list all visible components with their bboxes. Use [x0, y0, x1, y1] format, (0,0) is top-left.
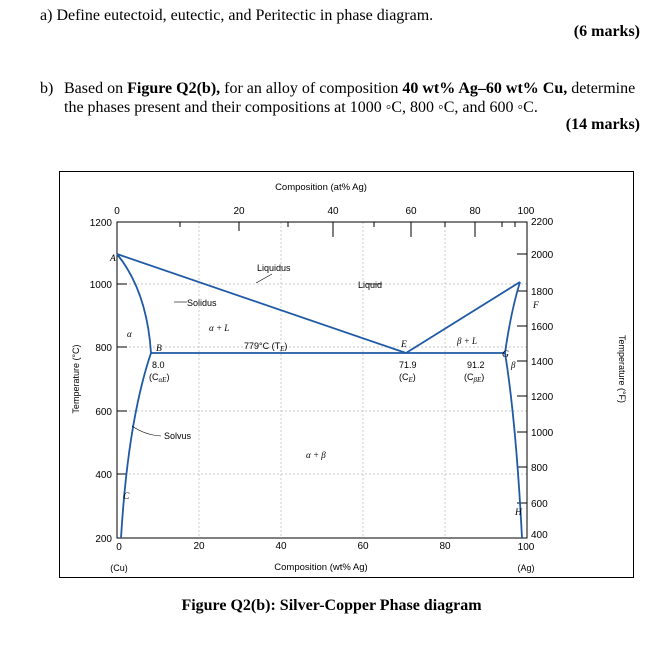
- b-value: 8.0: [152, 360, 165, 370]
- bottom-tick-20: 20: [193, 541, 205, 552]
- right-tick-1200: 1200: [531, 392, 554, 403]
- left-tick-1200: 1200: [89, 218, 112, 229]
- figure-border: [60, 172, 634, 578]
- label-ag: (Ag): [517, 563, 535, 573]
- right-axis-title: Temperature (°F): [617, 334, 627, 404]
- b-comp-close: ): [166, 372, 170, 382]
- bottom-tick-40: 40: [275, 541, 287, 552]
- question-b-text-post: determine: [567, 80, 636, 97]
- solidus-label: Solidus: [187, 298, 217, 308]
- point-g: G: [502, 350, 509, 360]
- left-tick-600: 600: [95, 407, 112, 418]
- question-b-text-mid: for an alloy of composition: [220, 80, 403, 97]
- bottom-tick-80: 80: [439, 541, 451, 552]
- left-tick-400: 400: [95, 470, 112, 481]
- b-comp-text: (C: [149, 372, 159, 382]
- e-comp-close: ): [412, 372, 416, 382]
- right-tick-600: 600: [531, 499, 548, 510]
- left-tick-200: 200: [95, 534, 112, 545]
- right-tick-2200: 2200: [531, 217, 554, 228]
- question-b-line2: the phases present and their compositions at 1000 ◦C, 800 ◦C, and 600 ◦C.: [64, 99, 538, 116]
- beta-l-label: β + L: [457, 336, 478, 346]
- g-value: 91.2: [467, 360, 485, 370]
- right-tick-1800: 1800: [531, 287, 554, 298]
- question-b-composition: 40 wt% Ag–60 wt% Cu,: [402, 80, 568, 97]
- top-axis-title: Composition (at% Ag): [275, 182, 367, 193]
- eutectic-temp-close: ): [284, 341, 288, 351]
- top-tick-60: 60: [405, 206, 417, 217]
- label-cu: (Cu): [110, 563, 128, 573]
- left-tick-1000: 1000: [89, 280, 112, 291]
- beta-label: β: [511, 360, 516, 370]
- bottom-tick-60: 60: [357, 541, 369, 552]
- right-tick-1400: 1400: [531, 357, 554, 368]
- alpha-l-label: α + L: [209, 323, 230, 333]
- question-b-label: b): [40, 80, 54, 97]
- question-b: [40, 79, 645, 117]
- e-comp-sub: E: [408, 376, 413, 384]
- question-b-marks: (14 marks): [565, 116, 640, 133]
- eutectic-temp-sub: E: [280, 345, 285, 353]
- e-value: 71.9: [399, 360, 417, 370]
- b-comp-sub: αE: [158, 376, 167, 384]
- liquid-label: Liquid: [358, 280, 383, 290]
- figure-caption: Figure Q2(b): Silver-Copper Phase diagram: [181, 597, 482, 614]
- right-tick-1600: 1600: [531, 322, 554, 333]
- left-axis-title: Temperature (°C): [71, 344, 81, 414]
- point-c: C: [123, 492, 130, 502]
- bottom-tick-100: 100: [517, 542, 535, 553]
- g-comp-sub: βE: [473, 376, 482, 384]
- g-comp-text: (C: [464, 372, 474, 382]
- right-tick-400: 400: [531, 530, 548, 541]
- left-tick-800: 800: [95, 343, 112, 354]
- right-tick-1000: 1000: [531, 428, 554, 439]
- question-a-marks: (6 marks): [573, 23, 640, 40]
- point-a: A: [110, 254, 116, 264]
- point-b: B: [156, 344, 162, 354]
- top-tick-40: 40: [327, 206, 339, 217]
- point-h: H: [515, 508, 522, 518]
- top-tick-100: 100: [517, 206, 535, 217]
- eutectic-temp-text: 779°C (T: [244, 341, 281, 351]
- e-comp-text: (C: [399, 372, 409, 382]
- phase-diagram: [59, 171, 634, 578]
- point-f: F: [533, 301, 539, 311]
- top-tick-80: 80: [469, 206, 481, 217]
- right-tick-2000: 2000: [531, 250, 554, 261]
- liquidus-label: Liquidus: [257, 263, 291, 273]
- bottom-axis-title: Composition (wt% Ag): [274, 562, 368, 573]
- alpha-label: α: [127, 329, 132, 339]
- right-tick-800: 800: [531, 463, 548, 474]
- point-e: E: [401, 340, 407, 350]
- question-b-figure-ref: Figure Q2(b),: [127, 80, 221, 97]
- question-a-label: a): [40, 7, 53, 24]
- g-comp-close: ): [481, 372, 485, 382]
- question-a-text: Define eutectoid, eutectic, and Peritectic in phase diagram.: [56, 7, 434, 24]
- top-tick-0: 0: [114, 206, 120, 217]
- bottom-tick-0: 0: [116, 542, 122, 553]
- top-tick-20: 20: [233, 206, 245, 217]
- solvus-label: Solvus: [164, 431, 192, 441]
- question-b-text-pre: Based on: [64, 80, 128, 97]
- alpha-beta-label: α + β: [306, 450, 326, 460]
- question-a: [40, 6, 433, 25]
